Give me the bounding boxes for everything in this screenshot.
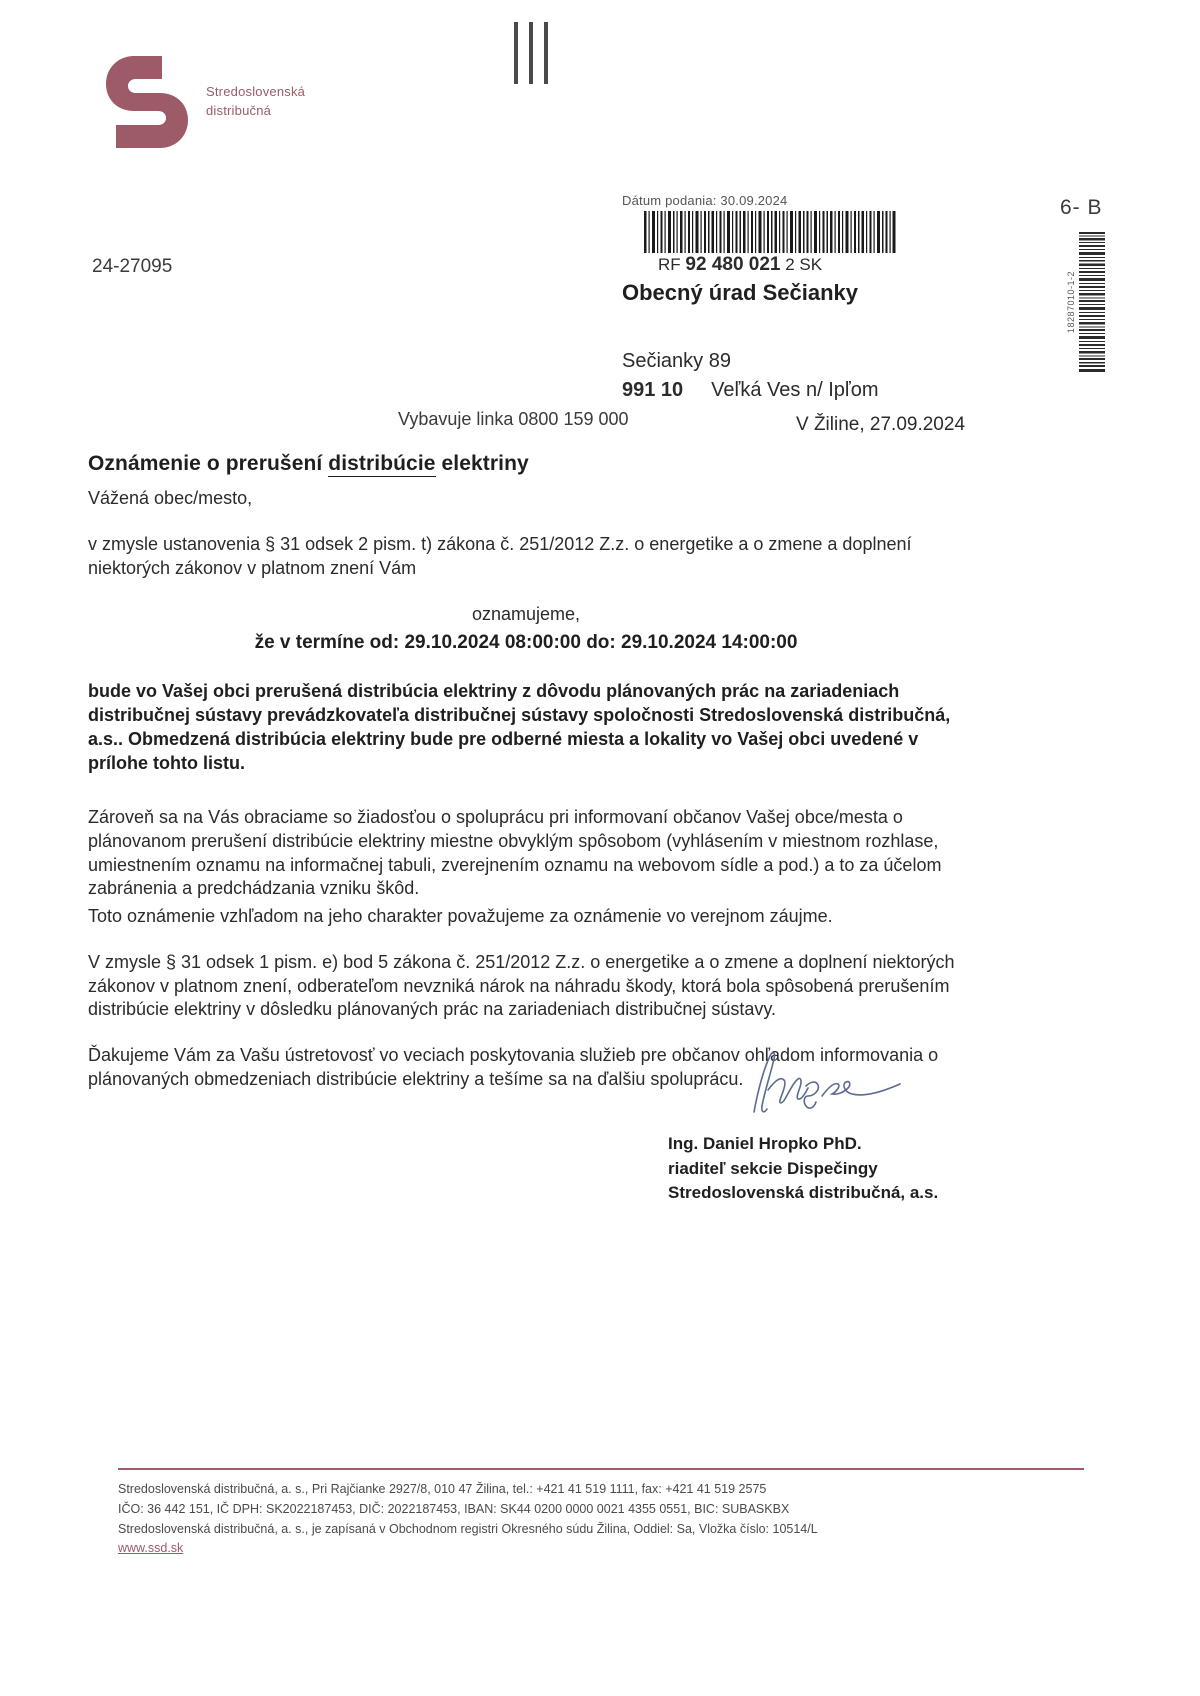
recipient-street: Sečianky 89 — [622, 350, 731, 372]
logo-name-line2: distribučná — [206, 103, 272, 118]
footer-website-link[interactable]: www.ssd.sk — [118, 1541, 184, 1556]
public-interest-paragraph: Toto oznámenie vzhľadom na jeho charakter považujeme za oznámenie vo verejnom záujme. — [88, 906, 833, 926]
footer-ids-line: IČO: 36 442 151, IČ DPH: SK2022187453, DIČ: 2022187453, IBAN: SK44 0200 0000 0021 4355 0551, BIC: SUBASKBX — [118, 1501, 790, 1516]
recipient-city: Veľká Ves n/ Ipľom — [711, 379, 879, 401]
place-and-date: V Žiline, 27.09.2024 — [796, 414, 966, 435]
company-logo — [100, 48, 305, 156]
salutation: Vážená obec/mesto, — [88, 488, 253, 508]
recipient-name: Obecný úrad Sečianky — [622, 280, 858, 305]
recipient-zip: 991 10 — [622, 379, 684, 401]
tracking-code — [658, 254, 1002, 276]
vertical-barcode-label: 18287010-1-2 — [1066, 270, 1076, 334]
intro-paragraph: v zmysle ustanovenia § 31 odsek 2 pism. t) zákona č. 251/2012 Z.z. o energetike a o zmene a doplnení niektorých zákonov v platnom znení Vám — [88, 534, 912, 578]
logo-wordmark — [206, 83, 305, 121]
thanks-paragraph: Ďakujeme Vám za Vašu ústretovosť vo veciach poskytovania služieb pre občanov ohľadom informovania o plánovaných obmedzeniach distribúcie elektriny a tešíme sa na ďalšiu spoluprácu. — [88, 1045, 939, 1089]
signatory-role: riaditeľ sekcie Dispečingy — [668, 1158, 878, 1178]
legal-paragraph: V zmysle § 31 odsek 1 pism. e) bod 5 zákona č. 251/2012 Z.z. o energetike a o zmene a doplnení niektorých zákonov v platnom znení, odberateľom nevzniká nárok na náhradu škody, ktorá bola spôsobená prerušením distribúcie elektriny v dôsledku plánovaných prác na zariadeniach distribučnej sústavy. — [88, 951, 955, 1020]
handwritten-signature-icon — [740, 1046, 930, 1116]
reference-number: 24-27095 — [92, 256, 173, 277]
page-title — [88, 452, 964, 476]
posting-date-label: Dátum podania: — [622, 193, 717, 208]
title-underlined-part: distribúcie — [328, 452, 436, 475]
announce-word: oznamujeme, — [471, 603, 581, 624]
title-part-1: Oznámenie o prerušení — [88, 452, 329, 475]
cooperation-paragraph: Zároveň sa na Vás obraciame so žiadosťou o spoluprácu pri informovaní občanov Vašej obce/mesta o plánovanom prerušení distribúcie elektriny miestne obvyklým spôsobom (vyhlásením v miestnom rozhlase, umiestnením oznamu na informačnej tabuli, zverejnením oznamu na webovom sídle a pod.) a to za účelom zabránenia a predchádzania vzniku škôd. — [88, 807, 942, 899]
contact-line: Vybavuje linka 0800 159 000 — [398, 409, 629, 429]
decorative-stripes — [514, 22, 548, 84]
tracking-barcode-icon — [644, 211, 896, 253]
vertical-barcode-icon — [1079, 232, 1105, 372]
recipient-city-line — [622, 379, 1002, 402]
sheet-mark: 6- B — [1060, 196, 1103, 219]
footer-address-line: Stredoslovenská distribučná, a. s., Pri Rajčianke 2927/8, 010 47 Žilina, tel.: +421 41 519 1111, fax: +421 41 519 2575 — [118, 1481, 767, 1496]
signatory-name: Ing. Daniel Hropko PhD. — [668, 1134, 862, 1153]
page-footer — [118, 1468, 1084, 1557]
tracking-prefix: RF — [658, 255, 681, 274]
footer-divider — [118, 1468, 1084, 1470]
postal-block — [622, 193, 1002, 402]
logo-name-line1: Stredoslovenská — [206, 84, 306, 100]
signatory-details — [668, 1132, 998, 1206]
tracking-suffix: 2 SK — [785, 255, 823, 274]
letter-body — [88, 452, 964, 1114]
posting-date-value: 30.09.2024 — [720, 193, 788, 208]
title-part-2: elektriny — [435, 452, 529, 475]
vertical-barcode-block — [1066, 232, 1105, 372]
outage-term: že v termíne od: 29.10.2024 08:00:00 do: 29.10.2024 14:00:00 — [254, 632, 798, 654]
tracking-number: 92 480 021 — [685, 254, 781, 275]
signatory-company: Stredoslovenská distribučná, a.s. — [668, 1183, 939, 1203]
ssd-s-logo-icon — [100, 48, 192, 156]
main-notice-paragraph: bude vo Vašej obci prerušená distribúcia elektriny z dôvodu plánovaných prác na zariadeniach distribučnej sústavy prevádzkovateľa distribučnej sústavy spoločnosti Stredoslovenská distribučná, a.s.. Obmedzená distribúcia elektriny bude pre odberné miesta a lokality vo Vašej obci uvedené v prílohe tohto listu. — [88, 681, 951, 774]
signature-block — [668, 1046, 998, 1206]
footer-registry-line: Stredoslovenská distribučná, a. s., je zapísaná v Obchodnom registri Okresného súdu Žilina, Oddiel: Sa, Vložka číslo: 10514/L — [118, 1522, 818, 1536]
posting-date — [622, 193, 1002, 208]
